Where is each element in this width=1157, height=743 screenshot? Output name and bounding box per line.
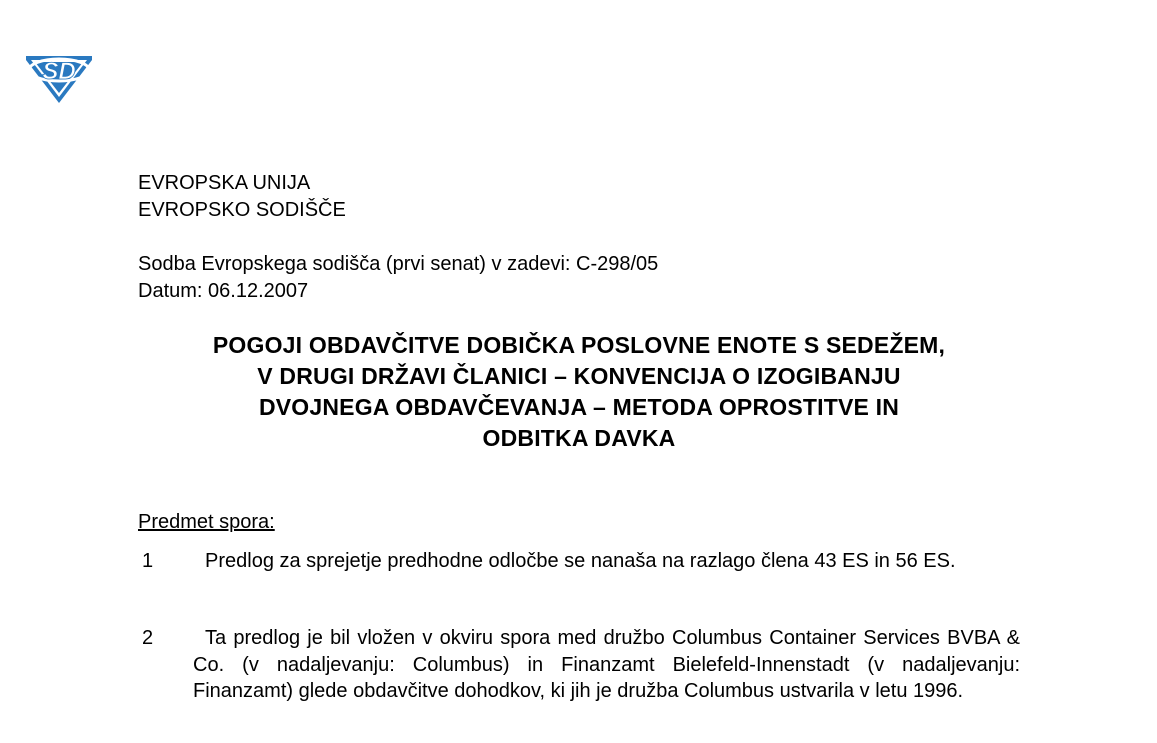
title-line: POGOJI OBDAVČITVE DOBIČKA POSLOVNE ENOTE S SEDEŽEM, — [212, 332, 946, 358]
header-line-2: EVROPSKO SODIŠČE — [138, 199, 346, 221]
header-line-1: EVROPSKA UNIJA — [138, 172, 311, 194]
title-line: V DRUGI DRŽAVI ČLANICI – KONVENCIJA O IZOGIBANJU — [257, 363, 901, 389]
case-date: Datum: 06.12.2007 — [138, 280, 309, 302]
sd-logo — [22, 48, 96, 104]
title-line: ODBITKA DAVKA — [482, 425, 676, 451]
svg-text:SD: SD — [42, 58, 76, 85]
paragraph — [138, 625, 1020, 705]
case-reference: Sodba Evropskega sodišča (prvi senat) v zadevi: C-298/05 — [138, 253, 659, 275]
shield-logo-icon — [22, 48, 96, 104]
paragraph-text: Ta predlog je bil vložen v okviru spora med družbo Columbus Container Services BVBA & Co. (v nadaljevanju: Columbus) in Finanzamt Bielefeld-Innenstadt (v nadaljevanju: Finanzamt) glede obdavčitve dohodkov, ki jih je družba Columbus ustvarila v letu 1996. — [193, 627, 1020, 702]
paragraph-text: Predlog za sprejetje predhodne odločbe se nanaša na razlago člena 43 ES in 56 ES. — [205, 550, 956, 572]
subject-heading: Predmet spora: — [138, 511, 275, 533]
paragraph — [138, 548, 1020, 575]
document-title — [138, 330, 1020, 454]
title-line: DVOJNEGA OBDAVČEVANJA – METODA OPROSTITVE IN — [258, 394, 900, 420]
paragraph-number: 1 — [142, 550, 154, 572]
paragraph-number: 2 — [142, 627, 154, 649]
